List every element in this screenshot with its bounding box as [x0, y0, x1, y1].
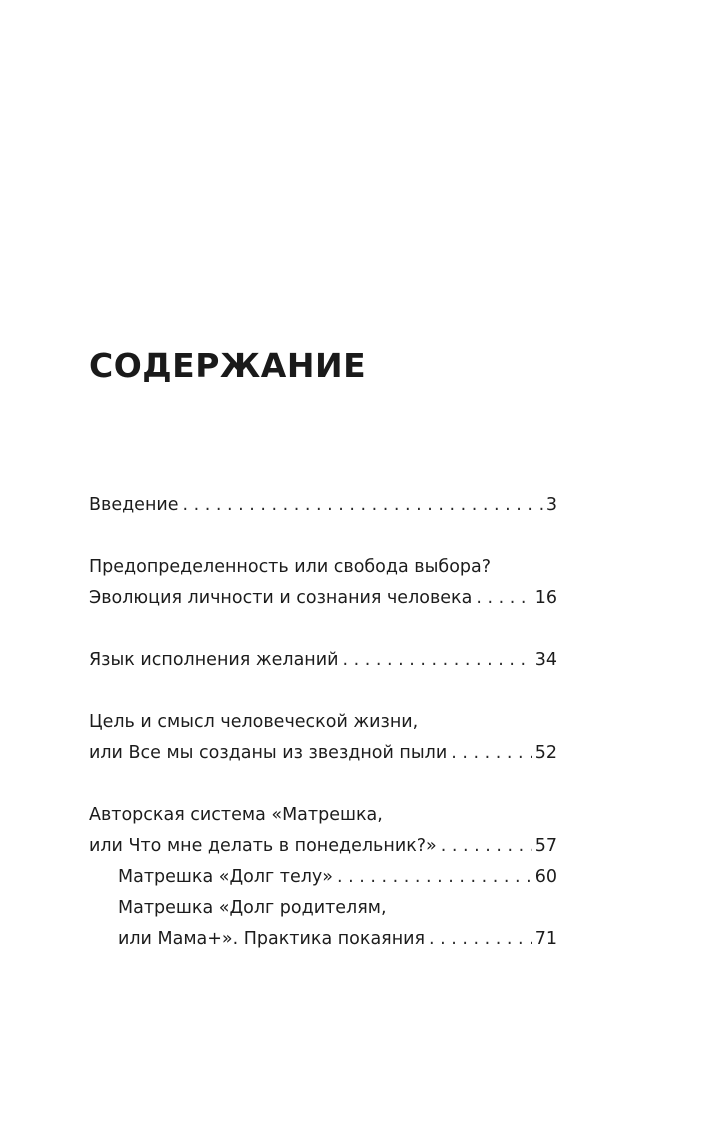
- toc-page-number: 3: [545, 495, 557, 515]
- table-of-contents: [89, 490, 557, 955]
- toc-entry-title: Авторская система «Матрешка,: [89, 805, 383, 825]
- toc-entry-title: Матрешка «Долг телу»: [118, 867, 333, 887]
- toc-entry-ch4-line1[interactable]: [89, 800, 557, 831]
- toc-entry-title: Язык исполнения желаний: [89, 650, 339, 670]
- toc-page-number: 34: [534, 650, 557, 670]
- toc-page-number: 52: [534, 743, 557, 763]
- dot-leader: [451, 738, 531, 769]
- toc-entry-title: Эволюция личности и сознания человека: [89, 588, 473, 608]
- toc-subentry-parents-debt-line2[interactable]: [89, 924, 557, 955]
- toc-entry-ch4-line2[interactable]: [89, 831, 557, 862]
- toc-entry-title: или Мама+». Практика покаяния: [118, 929, 426, 949]
- dot-leader: [441, 831, 532, 862]
- dot-leader: [476, 583, 531, 614]
- toc-entry-ch2[interactable]: [89, 645, 557, 676]
- toc-entry-title: Предопределенность или свобода выбора?: [89, 557, 492, 577]
- toc-entry-ch1-line1[interactable]: [89, 552, 557, 583]
- dot-leader: [337, 862, 532, 893]
- dot-leader: [429, 924, 532, 955]
- toc-subentry-parents-debt-line1[interactable]: [89, 893, 557, 924]
- dot-leader: [183, 490, 543, 521]
- toc-entry-ch3-line1[interactable]: [89, 707, 557, 738]
- toc-entry-title: Введение: [89, 495, 179, 515]
- dot-leader: [343, 645, 532, 676]
- toc-page-number: 57: [534, 836, 557, 856]
- toc-page-number: 16: [534, 588, 557, 608]
- toc-subentry-body-debt[interactable]: [89, 862, 557, 893]
- page-title: СОДЕРЖАНИЕ: [89, 346, 367, 385]
- toc-entry-title: Цель и смысл человеческой жизни,: [89, 712, 419, 732]
- toc-page-number: 60: [534, 867, 557, 887]
- toc-entry-title: или Все мы созданы из звездной пыли: [89, 743, 448, 763]
- toc-page-number: 71: [534, 929, 557, 949]
- toc-entry-ch1-line2[interactable]: [89, 583, 557, 614]
- toc-entry-ch3-line2[interactable]: [89, 738, 557, 769]
- toc-entry-title: или Что мне делать в понедельник?»: [89, 836, 437, 856]
- toc-entry-intro[interactable]: [89, 490, 557, 521]
- toc-entry-title: Матрешка «Долг родителям,: [118, 898, 387, 918]
